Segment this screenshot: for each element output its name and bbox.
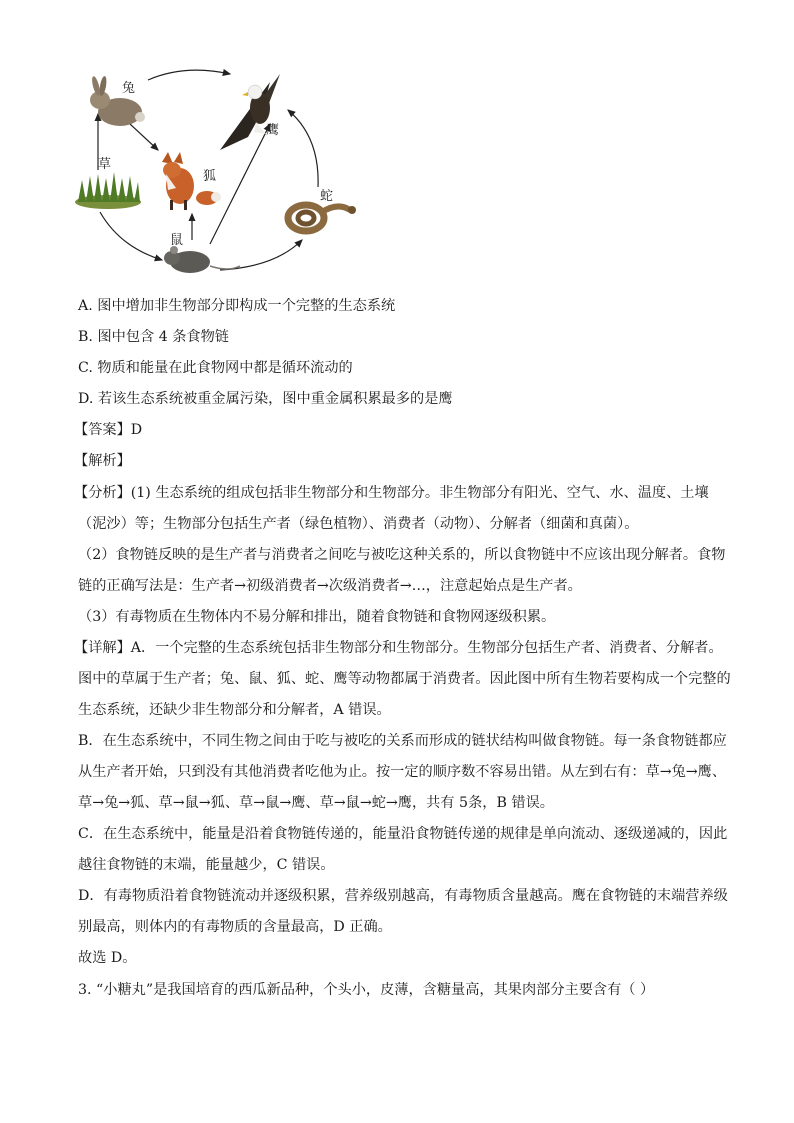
analysis-line: 【详解】A．一个完整的生态系统包括非生物部分和生物部分。生物部分包括生产者、消费者、分解者。 — [74, 640, 723, 656]
option-c: C. 物质和能量在此食物网中都是循环流动的 — [78, 360, 353, 376]
analysis-line: 越往食物链的末端，能量越少，C 错误。 — [78, 857, 335, 873]
eagle-picture — [220, 74, 280, 150]
food-web-diagram — [70, 62, 370, 287]
analysis-line: C．在生态系统中，能量是沿着食物链传递的，能量沿食物链传递的规律是单向流动、逐级递减的，因此 — [78, 826, 728, 842]
label-grass: 草 — [98, 157, 112, 172]
option-a: A. 图中增加非生物部分即构成一个完整的生态系统 — [78, 298, 396, 314]
option-b: B. 图中包含 4 条食物链 — [78, 329, 229, 345]
option-d: D. 若该生态系统被重金属污染，图中重金属积累最多的是鹰 — [78, 391, 453, 407]
arrow-snake-to-eagle — [288, 110, 318, 187]
label-eagle: 鹰 — [266, 123, 280, 138]
arrow-rabbit-to-fox — [130, 124, 158, 150]
answer-line: 【答案】D — [74, 422, 143, 438]
arrow-mouse-to-snake — [220, 240, 302, 270]
grass-picture — [75, 172, 141, 209]
analysis-line: （泥沙）等；生物部分包括生产者（绿色植物）、消费者（动物）、分解者（细菌和真菌）。 — [78, 516, 639, 532]
analysis-line: 图中的草属于生产者；兔、鼠、狐、蛇、鹰等动物都属于消费者。因此图中所有生物若要构成一个完整的 — [78, 671, 731, 687]
analysis-line: 【分析】(1) 生态系统的组成包括非生物部分和生物部分。非生物部分有阳光、空气、水、温度、土壤 — [74, 485, 709, 501]
analysis-line: B．在生态系统中，不同生物之间由于吃与被吃的关系而形成的链状结构叫做食物链。每一条食物链都应 — [78, 733, 727, 749]
analysis-line: （2）食物链反映的是生产者与消费者之间吃与被吃这种关系的，所以食物链中不应该出现分解者。食物 — [78, 547, 726, 563]
analysis-line: 别最高，则体内的有毒物质的含量最高，D 正确。 — [78, 919, 392, 935]
label-mouse: 鼠 — [170, 233, 184, 248]
analysis-heading: 【解析】 — [74, 453, 131, 469]
snake-picture — [288, 205, 356, 231]
arrow-mouse-to-eagle — [210, 124, 270, 244]
analysis-line: 链的正确写法是：生产者→初级消费者→次级消费者→…，注意起始点是生产者。 — [78, 578, 582, 594]
analysis-line: 从生产者开始，只到没有其他消费者吃他为止。按一定的顺序数不容易出错。从左到右有：草→兔→鹰、 — [78, 764, 727, 780]
arrow-grass-to-mouse — [100, 212, 162, 260]
analysis-line: 生态系统，还缺少非生物部分和分解者，A 错误。 — [78, 702, 391, 718]
label-rabbit: 兔 — [122, 81, 136, 96]
arrow-rabbit-to-eagle — [148, 70, 230, 80]
label-fox: 狐 — [203, 169, 217, 184]
mouse-picture — [164, 246, 240, 273]
question-3-stem: 3. “小糖丸”是我国培育的西瓜新品种，个头小，皮薄，含糖量高，其果肉部分主要含有（ ） — [78, 982, 655, 998]
label-snake: 蛇 — [320, 189, 334, 204]
analysis-line: 草→兔→狐、草→鼠→狐、草→鼠→鹰、草→鼠→蛇→鹰，共有 5条，B 错误。 — [78, 795, 554, 811]
analysis-line: D．有毒物质沿着食物链流动并逐级积累，营养级别越高，有毒物质含量越高。鹰在食物链的末端营养级 — [78, 888, 728, 904]
analysis-line: （3）有毒物质在生物体内不易分解和排出，随着食物链和食物网逐级积累。 — [78, 609, 556, 625]
analysis-line: 故选 D。 — [78, 950, 137, 966]
